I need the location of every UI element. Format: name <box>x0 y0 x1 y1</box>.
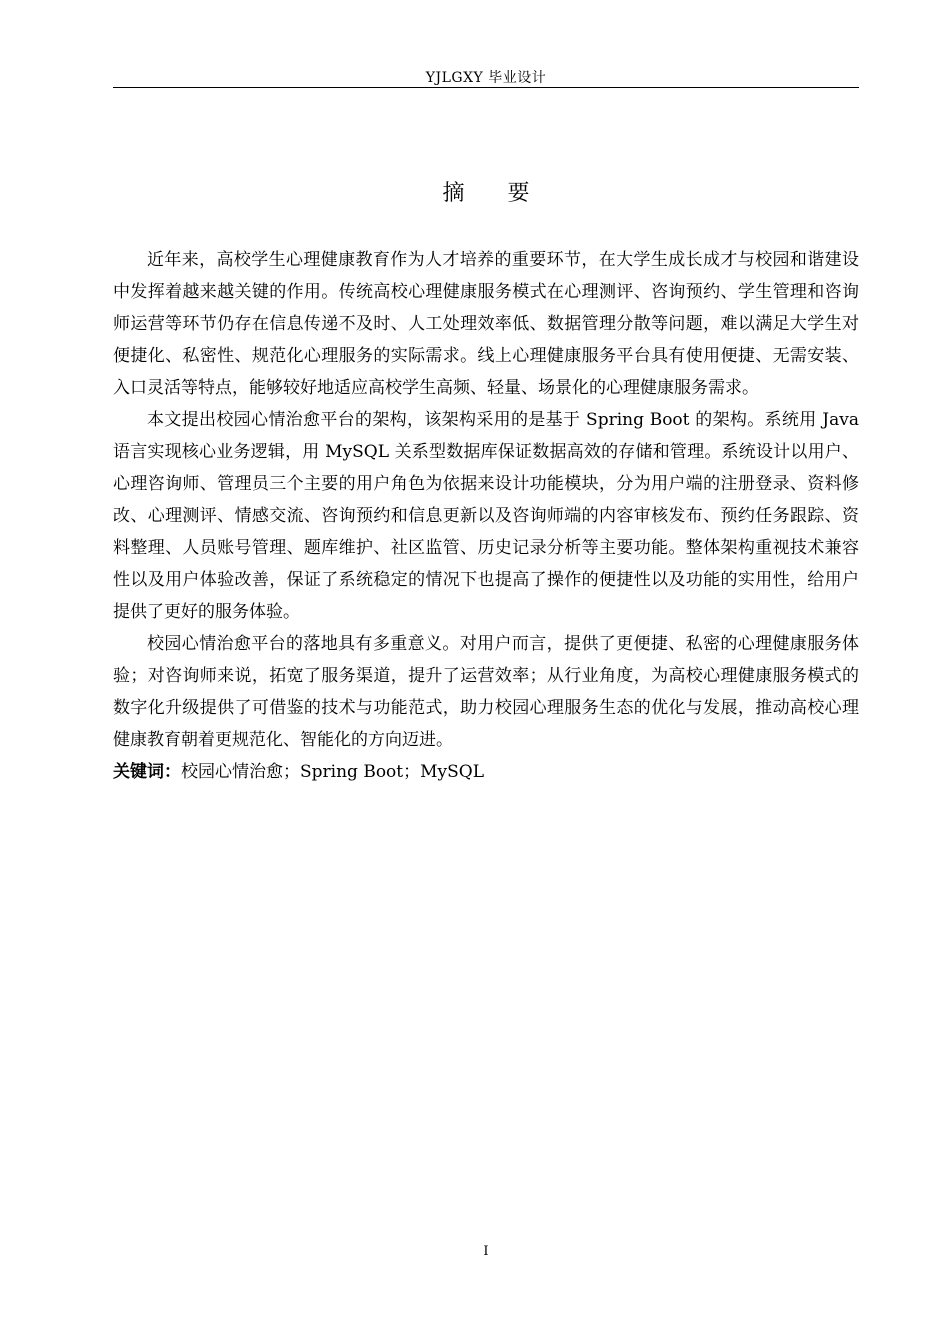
page-number: I <box>483 1244 489 1259</box>
abstract-paragraph-3: 校园心情治愈平台的落地具有多重意义。对用户而言，提供了更便捷、私密的心理健康服务体验；对咨询师来说，拓宽了服务渠道，提升了运营效率；从行业角度，为高校心理健康服务模式的数字化升级提供了可借鉴的技术与功能范式，助力校园心理服务生态的优化与发展，推动高校心理健康教育朝着更规范化、智能化的方向迈进。 <box>113 634 859 750</box>
keywords-line <box>113 756 859 788</box>
keywords-value: 校园心情治愈；Spring Boot；MySQL <box>181 762 485 782</box>
abstract-paragraph-1: 近年来，高校学生心理健康教育作为人才培养的重要环节，在大学生成长成才与校园和谐建设中发挥着越来越关键的作用。传统高校心理健康服务模式在心理测评、咨询预约、学生管理和咨询师运营等环节仍存在信息传递不及时、人工处理效率低、数据管理分散等问题，难以满足大学生对便捷化、私密性、规范化心理服务的实际需求。线上心理健康服务平台具有使用便捷、无需安装、入口灵活等特点，能够较好地适应高校学生高频、轻量、场景化的心理健康服务需求。 <box>113 250 859 398</box>
header-divider <box>113 87 859 88</box>
keywords-label: 关键词： <box>113 762 181 782</box>
abstract-paragraph-2: 本文提出校园心情治愈平台的架构，该架构采用的是基于 Spring Boot 的架构。系统用 Java 语言实现核心业务逻辑，用 MySQL 关系型数据库保证数据高效的存储和管理。系统设计以用户、心理咨询师、管理员三个主要的用户角色为依据来设计功能模块，分为用户端的注册登录、资料修改、心理测评、情感交流、咨询预约和信息更新以及咨询师端的内容审核发布、预约任务跟踪、资料整理、人员账号管理、题库维护、社区监管、历史记录分析等主要功能。整体架构重视技术兼容性以及用户体验改善，保证了系统稳定的情况下也提高了操作的便捷性以及功能的实用性，给用户提供了更好的服务体验。 <box>113 410 859 622</box>
running-header: YJLGXY 毕业设计 <box>425 70 547 86</box>
abstract-body <box>113 244 859 788</box>
abstract-title: 摘 要 <box>442 181 548 206</box>
